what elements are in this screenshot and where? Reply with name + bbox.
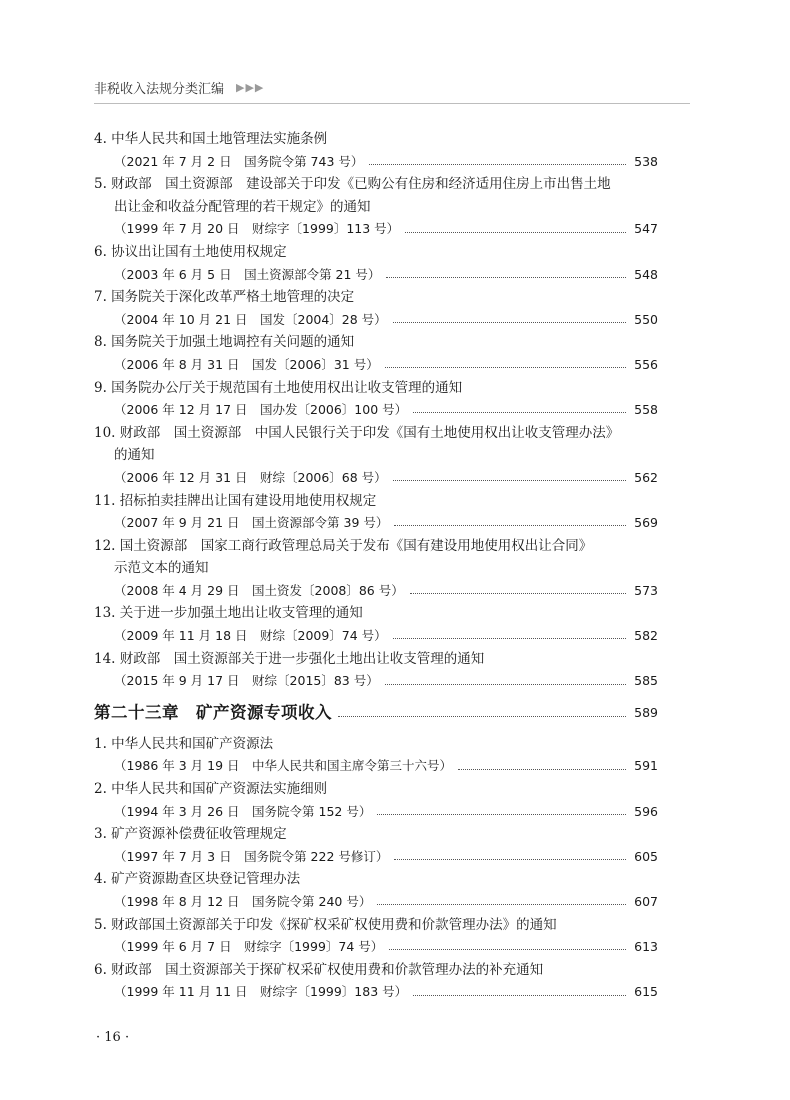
chapter-heading[interactable] xyxy=(94,693,658,733)
toc-entry-publication xyxy=(94,309,658,332)
dot-leader xyxy=(386,276,626,278)
dot-leader xyxy=(389,948,626,950)
toc-entry-publication xyxy=(94,467,658,490)
toc-entry[interactable] xyxy=(94,535,658,603)
toc-entry[interactable] xyxy=(94,733,658,778)
toc-entry-title: 7. 国务院关于深化改革严格土地管理的决定 xyxy=(94,289,355,306)
toc-entry[interactable] xyxy=(94,959,658,1004)
toc-entry-publication xyxy=(94,670,658,693)
toc-page-number: 558 xyxy=(634,402,658,418)
toc-page-number: 605 xyxy=(634,848,658,864)
dot-leader xyxy=(393,637,626,639)
publication-info: （2003 年 6 月 5 日 国土资源部令第 21 号） xyxy=(114,266,381,282)
toc-entry[interactable] xyxy=(94,648,658,693)
dot-leader xyxy=(385,683,626,685)
dot-leader xyxy=(393,479,626,481)
toc-entry[interactable] xyxy=(94,173,658,241)
toc-group-land xyxy=(94,128,658,693)
publication-info: （1999 年 6 月 7 日 财综字〔1999〕74 号） xyxy=(114,939,384,955)
publication-info: （1994 年 3 月 26 日 国务院令第 152 号） xyxy=(114,803,372,819)
toc-page-number: 550 xyxy=(634,311,658,327)
toc-entry-title: 8. 国务院关于加强土地调控有关问题的通知 xyxy=(94,334,355,351)
toc-entry-publication xyxy=(94,399,658,422)
dot-leader xyxy=(338,715,626,717)
toc-entry-publication xyxy=(94,151,658,174)
dot-leader xyxy=(377,813,626,815)
toc-page-number: 585 xyxy=(634,673,658,689)
publication-info: （2006 年 12 月 31 日 财综〔2006〕68 号） xyxy=(114,469,387,485)
dot-leader xyxy=(413,411,626,413)
toc-page-number: 562 xyxy=(634,469,658,485)
toc-group-mineral xyxy=(94,733,658,1004)
toc-page-number: 573 xyxy=(634,582,658,598)
toc-entry-title: 的通知 xyxy=(114,447,155,464)
toc-page-number: 613 xyxy=(634,939,658,955)
toc-page-number: 548 xyxy=(634,266,658,282)
toc-entry[interactable] xyxy=(94,602,658,647)
publication-info: （1999 年 7 月 20 日 财综字〔1999〕113 号） xyxy=(114,221,400,237)
publication-info: （1997 年 7 月 3 日 国务院令第 222 号修订） xyxy=(114,848,389,864)
toc-entry-title: 14. 财政部 国土资源部关于进一步强化土地出让收支管理的通知 xyxy=(94,650,485,667)
toc-entry-publication xyxy=(94,846,658,869)
publication-info: （1999 年 11 月 11 日 财综字〔1999〕183 号） xyxy=(114,984,408,1000)
publication-info: （2006 年 12 月 17 日 国办发〔2006〕100 号） xyxy=(114,402,408,418)
toc-page-number: 538 xyxy=(634,153,658,169)
dot-leader xyxy=(394,858,626,860)
toc-entry-title: 2. 中华人民共和国矿产资源法实施细则 xyxy=(94,781,328,798)
toc-entry[interactable] xyxy=(94,377,658,422)
toc-page-number: 591 xyxy=(634,758,658,774)
dot-leader xyxy=(458,768,626,770)
toc-entry[interactable] xyxy=(94,331,658,376)
publication-info: （1986 年 3 月 19 日 中华人民共和国主席令第三十六号） xyxy=(114,758,453,774)
toc-entry[interactable] xyxy=(94,128,658,173)
running-header xyxy=(94,78,264,97)
toc-entry[interactable] xyxy=(94,868,658,913)
toc-entry-title: 11. 招标拍卖挂牌出让国有建设用地使用权规定 xyxy=(94,492,377,509)
dot-leader xyxy=(410,592,626,594)
toc-entry[interactable] xyxy=(94,422,658,490)
toc-entry[interactable] xyxy=(94,778,658,823)
toc-entry-publication xyxy=(94,512,658,535)
toc-entry[interactable] xyxy=(94,823,658,868)
toc-entry-title: 12. 国土资源部 国家工商行政管理总局关于发布《国有建设用地使用权出让合同》 xyxy=(94,537,593,554)
publication-info: （1998 年 8 月 12 日 国务院令第 240 号） xyxy=(114,894,372,909)
dot-leader xyxy=(405,231,626,233)
toc-entry-title: 5. 财政部国土资源部关于印发《探矿权采矿权使用费和价款管理办法》的通知 xyxy=(94,916,557,933)
dot-leader xyxy=(369,163,626,165)
toc-entry-title: 10. 财政部 国土资源部 中国人民银行关于印发《国有土地使用权出让收支管理办法》 xyxy=(94,424,620,441)
toc-entry-title: 9. 国务院办公厅关于规范国有土地使用权出让收支管理的通知 xyxy=(94,379,463,396)
publication-info: （2006 年 8 月 31 日 国发〔2006〕31 号） xyxy=(114,356,379,372)
page-number: · 16 · xyxy=(96,1030,130,1045)
toc-entry-publication xyxy=(94,755,658,778)
toc-entry-title: 5. 财政部 国土资源部 建设部关于印发《已购公有住房和经济适用住房上市出售土地 xyxy=(94,176,611,193)
toc-entry[interactable] xyxy=(94,241,658,286)
toc-entry-title: 出让金和收益分配管理的若干规定》的通知 xyxy=(114,198,371,215)
chapter-title: 第二十三章 矿产资源专项收入 xyxy=(94,702,332,722)
running-title: 非税收入法规分类汇编 xyxy=(94,82,225,97)
toc-entry-publication xyxy=(94,936,658,959)
dot-leader xyxy=(394,524,626,526)
toc-entry-publication xyxy=(94,801,658,824)
dot-leader xyxy=(393,321,626,323)
toc-entry-title: 示范文本的通知 xyxy=(114,560,209,577)
toc-page-number: 607 xyxy=(634,894,658,909)
toc-entry-publication xyxy=(94,354,658,377)
toc-page-number: 569 xyxy=(634,515,658,531)
publication-info: （2004 年 10 月 21 日 国发〔2004〕28 号） xyxy=(114,311,387,327)
toc-entry-publication xyxy=(94,218,658,241)
toc-entry[interactable] xyxy=(94,286,658,331)
toc-entry-title: 13. 关于进一步加强土地出让收支管理的通知 xyxy=(94,605,363,622)
toc-entry[interactable] xyxy=(94,490,658,535)
toc-page-number: 582 xyxy=(634,628,658,644)
publication-info: （2007 年 9 月 21 日 国土资源部令第 39 号） xyxy=(114,515,389,531)
toc-entry-title: 6. 财政部 国土资源部关于探矿权采矿权使用费和价款管理办法的补充通知 xyxy=(94,961,544,978)
toc-page-number: 615 xyxy=(634,984,658,1000)
chapter-page-number: 589 xyxy=(634,704,658,720)
toc-entry-publication xyxy=(94,891,658,914)
publication-info: （2009 年 11 月 18 日 财综〔2009〕74 号） xyxy=(114,628,387,644)
toc-entry-title: 6. 协议出让国有土地使用权规定 xyxy=(94,243,287,260)
publication-info: （2015 年 9 月 17 日 财综〔2015〕83 号） xyxy=(114,673,379,689)
table-of-contents xyxy=(94,128,658,1004)
header-divider xyxy=(94,103,690,104)
triangle-arrows-icon: ▶▶▶ xyxy=(236,81,265,94)
toc-page-number: 596 xyxy=(634,803,658,819)
toc-entry-title: 4. 中华人民共和国土地管理法实施条例 xyxy=(94,131,328,147)
toc-entry-publication xyxy=(94,981,658,1004)
toc-entry-title: 3. 矿产资源补偿费征收管理规定 xyxy=(94,826,287,843)
publication-info: （2008 年 4 月 29 日 国土资发〔2008〕86 号） xyxy=(114,582,404,598)
toc-entry[interactable] xyxy=(94,914,658,959)
toc-entry-title: 4. 矿产资源勘查区块登记管理办法 xyxy=(94,871,301,888)
dot-leader xyxy=(377,903,626,905)
toc-page-number: 547 xyxy=(634,221,658,237)
toc-entry-publication xyxy=(94,625,658,648)
dot-leader xyxy=(385,366,626,368)
toc-entry-publication xyxy=(94,264,658,287)
toc-entry-publication xyxy=(94,580,658,603)
dot-leader xyxy=(413,994,626,996)
toc-page-number: 556 xyxy=(634,356,658,372)
publication-info: （2021 年 7 月 2 日 国务院令第 743 号） xyxy=(114,153,364,169)
toc-entry-title: 1. 中华人民共和国矿产资源法 xyxy=(94,735,274,752)
